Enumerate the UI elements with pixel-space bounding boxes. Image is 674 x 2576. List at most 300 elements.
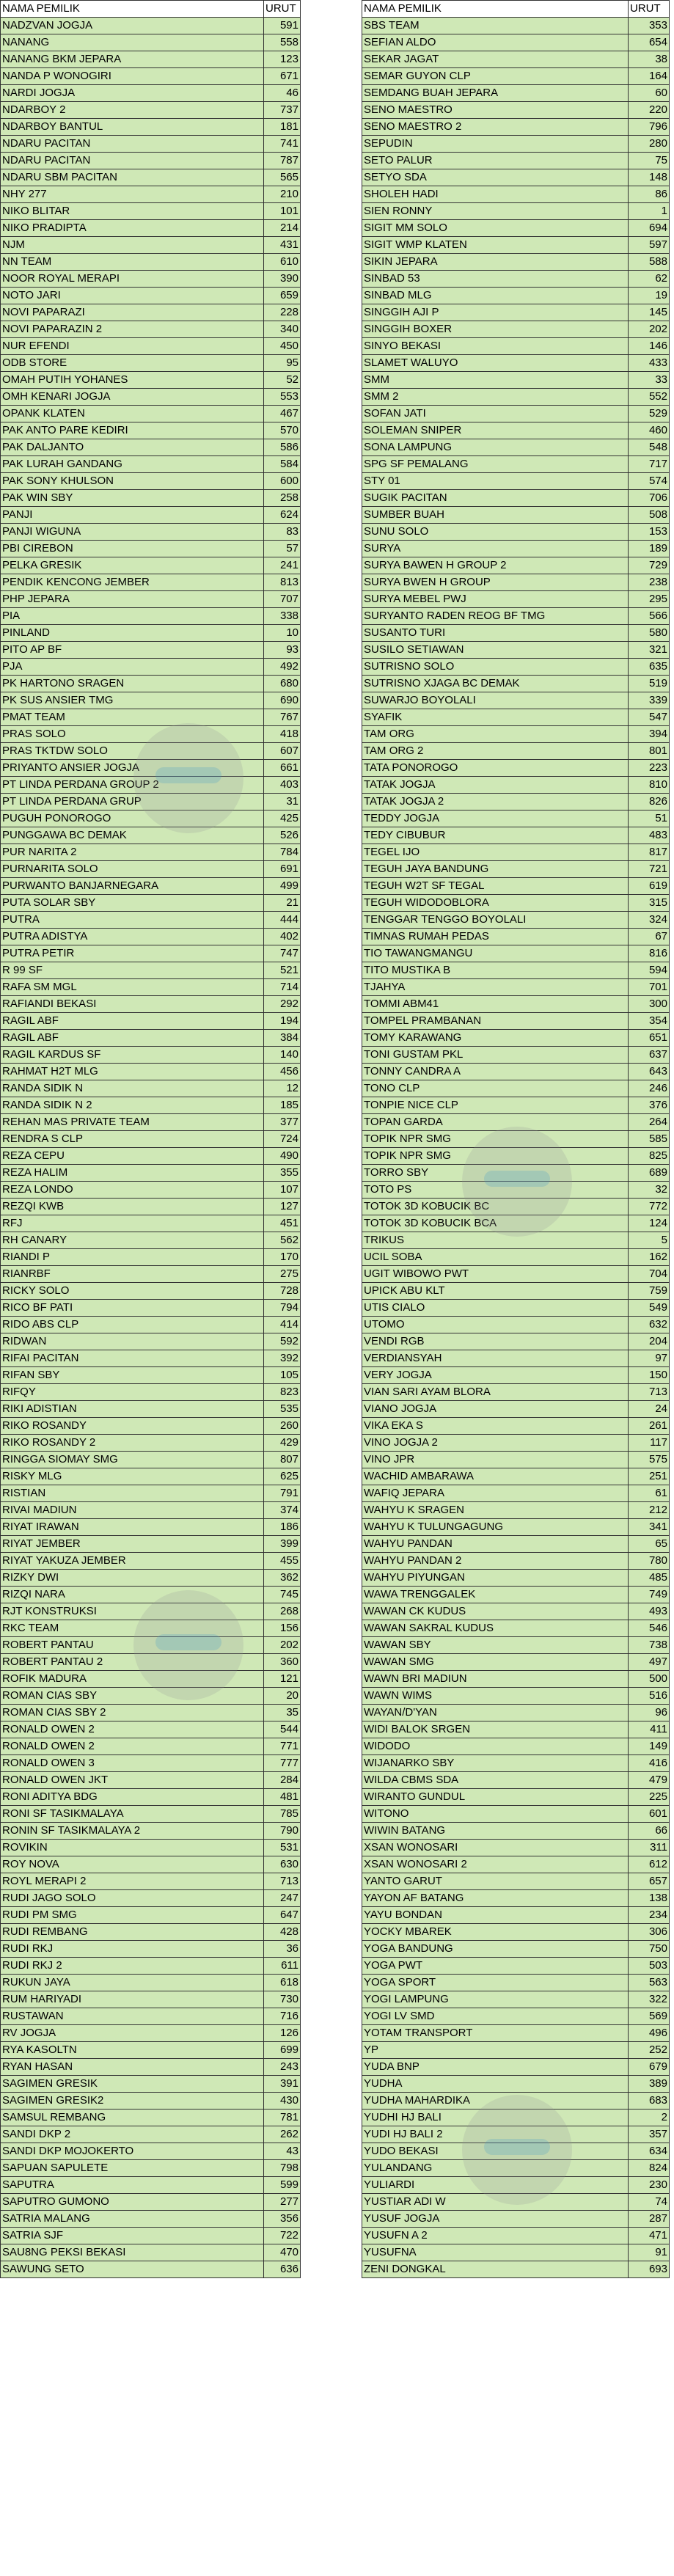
owner-name-cell: PJA bbox=[1, 659, 264, 676]
table-row bbox=[1, 389, 301, 406]
owner-name-cell: NOVI PAPARAZI bbox=[1, 304, 264, 321]
table-row bbox=[1, 1199, 301, 1215]
owner-name-cell: TATAK JOGJA bbox=[362, 777, 629, 794]
owner-name-cell: RONI ADITYA BDG bbox=[1, 1789, 264, 1806]
table-row bbox=[1, 878, 301, 895]
table-row bbox=[1, 1620, 301, 1637]
order-number-cell: 300 bbox=[629, 996, 670, 1013]
table-row bbox=[362, 473, 670, 490]
order-number-cell: 433 bbox=[629, 355, 670, 372]
owner-name-cell: WAHYU PIYUNGAN bbox=[362, 1570, 629, 1587]
owner-name-cell: SETYO SDA bbox=[362, 169, 629, 186]
table-row bbox=[1, 777, 301, 794]
order-number-cell: 785 bbox=[264, 1806, 301, 1823]
owner-name-cell: TAM ORG 2 bbox=[362, 743, 629, 760]
table-row bbox=[362, 51, 670, 68]
order-number-cell: 1 bbox=[629, 203, 670, 220]
order-number-cell: 238 bbox=[629, 574, 670, 591]
order-number-cell: 145 bbox=[629, 304, 670, 321]
table-row bbox=[1, 321, 301, 338]
order-number-cell: 101 bbox=[264, 203, 301, 220]
order-number-cell: 470 bbox=[264, 2244, 301, 2261]
table-row bbox=[362, 574, 670, 591]
order-number-cell: 181 bbox=[264, 119, 301, 136]
table-row bbox=[362, 2008, 670, 2025]
order-number-cell: 210 bbox=[264, 186, 301, 203]
table-row bbox=[362, 1873, 670, 1890]
table-row bbox=[1, 1671, 301, 1688]
table-row bbox=[362, 1350, 670, 1367]
owner-name-cell: UGIT WIBOWO PWT bbox=[362, 1266, 629, 1283]
table-row bbox=[1, 1182, 301, 1199]
table-row bbox=[1, 659, 301, 676]
owner-name-cell: SINGGIH AJI P bbox=[362, 304, 629, 321]
order-number-cell: 467 bbox=[264, 406, 301, 422]
table-row bbox=[1, 524, 301, 541]
owner-name-cell: OPANK KLATEN bbox=[1, 406, 264, 422]
order-number-cell: 575 bbox=[629, 1452, 670, 1468]
order-number-cell: 431 bbox=[264, 237, 301, 254]
order-number-cell: 479 bbox=[629, 1772, 670, 1789]
owner-name-cell: WITONO bbox=[362, 1806, 629, 1823]
table-row bbox=[1, 1755, 301, 1772]
table-row bbox=[362, 1047, 670, 1064]
order-number-cell: 781 bbox=[264, 2110, 301, 2126]
order-number-cell: 825 bbox=[629, 1148, 670, 1165]
owner-name-cell: YUDHA MAHARDIKA bbox=[362, 2093, 629, 2110]
owner-name-cell: OMAH PUTIH YOHANES bbox=[1, 372, 264, 389]
owner-name-cell: RUDI PM SMG bbox=[1, 1907, 264, 1924]
order-number-cell: 519 bbox=[629, 676, 670, 692]
order-number-cell: 787 bbox=[264, 153, 301, 169]
order-number-cell: 189 bbox=[629, 541, 670, 557]
owner-name-cell: YULIARDI bbox=[362, 2177, 629, 2194]
owner-name-cell: RIYAT IRAWAN bbox=[1, 1519, 264, 1536]
owner-name-cell: RONALD OWEN 2 bbox=[1, 1721, 264, 1738]
order-number-cell: 247 bbox=[264, 1890, 301, 1907]
order-number-cell: 588 bbox=[629, 254, 670, 271]
owner-name-cell: WAWAN SBY bbox=[362, 1637, 629, 1654]
table-row bbox=[362, 625, 670, 642]
table-row bbox=[1, 811, 301, 827]
table-row bbox=[362, 2059, 670, 2076]
order-number-cell: 569 bbox=[629, 2008, 670, 2025]
table-row bbox=[1, 271, 301, 288]
table-row bbox=[1, 2160, 301, 2177]
order-number-cell: 83 bbox=[264, 524, 301, 541]
order-number-cell: 580 bbox=[629, 625, 670, 642]
owner-name-cell: TEGUH JAYA BANDUNG bbox=[362, 861, 629, 878]
table-row bbox=[362, 2093, 670, 2110]
owner-name-cell: RIZQI NARA bbox=[1, 1587, 264, 1603]
order-number-cell: 565 bbox=[264, 169, 301, 186]
table-row bbox=[362, 1283, 670, 1300]
owner-name-cell: YOGA SPORT bbox=[362, 1975, 629, 1991]
owner-name-cell: SATRIA SJF bbox=[1, 2228, 264, 2244]
table-row bbox=[1, 1705, 301, 1721]
owner-name-cell: RAGIL ABF bbox=[1, 1013, 264, 1030]
owner-name-cell: SUWARJO BOYOLALI bbox=[362, 692, 629, 709]
owner-name-cell: RANDA SIDIK N 2 bbox=[1, 1097, 264, 1114]
order-number-cell: 791 bbox=[264, 1485, 301, 1502]
order-number-cell: 260 bbox=[264, 1418, 301, 1435]
table-row bbox=[1, 2076, 301, 2093]
table-row bbox=[1, 68, 301, 85]
order-number-cell: 19 bbox=[629, 288, 670, 304]
order-number-cell: 61 bbox=[629, 1485, 670, 1502]
owner-name-cell: RONALD OWEN 3 bbox=[1, 1755, 264, 1772]
owner-name-cell: TEGUH W2T SF TEGAL bbox=[362, 878, 629, 895]
owner-name-cell: YANTO GARUT bbox=[362, 1873, 629, 1890]
owner-name-cell: SEMAR GUYON CLP bbox=[362, 68, 629, 85]
table-row bbox=[1, 186, 301, 203]
order-number-cell: 186 bbox=[264, 1519, 301, 1536]
order-number-cell: 485 bbox=[629, 1570, 670, 1587]
table-row bbox=[362, 2143, 670, 2160]
order-number-cell: 671 bbox=[264, 68, 301, 85]
order-number-cell: 637 bbox=[629, 1047, 670, 1064]
owner-name-cell: TONNY CANDRA A bbox=[362, 1064, 629, 1080]
owner-name-cell: REZQI KWB bbox=[1, 1199, 264, 1215]
table-row bbox=[362, 1840, 670, 1856]
table-row bbox=[362, 1620, 670, 1637]
table-row bbox=[1, 996, 301, 1013]
table-row bbox=[362, 591, 670, 608]
owner-name-cell: RIKI ADISTIAN bbox=[1, 1401, 264, 1418]
owner-name-cell: REZA CEPU bbox=[1, 1148, 264, 1165]
order-number-cell: 390 bbox=[264, 271, 301, 288]
owner-name-cell: SUNU SOLO bbox=[362, 524, 629, 541]
owner-name-cell: RUM HARIYADI bbox=[1, 1991, 264, 2008]
owner-name-cell: NN TEAM bbox=[1, 254, 264, 271]
owner-name-cell: TATAK JOGJA 2 bbox=[362, 794, 629, 811]
owner-name-cell: YP bbox=[362, 2042, 629, 2059]
order-number-cell: 148 bbox=[629, 169, 670, 186]
table-row bbox=[362, 456, 670, 473]
order-number-cell: 295 bbox=[629, 591, 670, 608]
order-number-cell: 737 bbox=[264, 102, 301, 119]
order-number-cell: 601 bbox=[629, 1806, 670, 1823]
table-row bbox=[362, 1232, 670, 1249]
owner-name-cell: NOVI PAPARAZIN 2 bbox=[1, 321, 264, 338]
order-number-cell: 611 bbox=[264, 1958, 301, 1975]
owner-name-cell: TOPAN GARDA bbox=[362, 1114, 629, 1131]
owner-name-cell: WIDI BALOK SRGEN bbox=[362, 1721, 629, 1738]
order-number-cell: 592 bbox=[264, 1333, 301, 1350]
order-number-cell: 521 bbox=[264, 962, 301, 979]
table-row bbox=[362, 1924, 670, 1941]
order-number-cell: 767 bbox=[264, 709, 301, 726]
owner-name-cell: RONALD OWEN 2 bbox=[1, 1738, 264, 1755]
owner-name-cell: VENDI RGB bbox=[362, 1333, 629, 1350]
owner-name-cell: SAGIMEN GRESIK2 bbox=[1, 2093, 264, 2110]
table-row bbox=[1, 102, 301, 119]
owner-name-cell: RIFAI PACITAN bbox=[1, 1350, 264, 1367]
owner-name-cell: SEKAR JAGAT bbox=[362, 51, 629, 68]
owner-name-cell: SOFAN JATI bbox=[362, 406, 629, 422]
order-number-cell: 704 bbox=[629, 1266, 670, 1283]
order-number-cell: 585 bbox=[629, 1131, 670, 1148]
owner-name-cell: RIYAT JEMBER bbox=[1, 1536, 264, 1553]
table-row bbox=[1, 1114, 301, 1131]
table-row bbox=[1, 1317, 301, 1333]
owner-name-cell: SINYO BEKASI bbox=[362, 338, 629, 355]
owner-name-cell: TEGEL IJO bbox=[362, 844, 629, 861]
header-row bbox=[1, 1, 301, 18]
order-number-cell: 549 bbox=[629, 1300, 670, 1317]
order-number-cell: 212 bbox=[629, 1502, 670, 1519]
order-number-cell: 355 bbox=[264, 1165, 301, 1182]
owner-name-cell: VIKA EKA S bbox=[362, 1418, 629, 1435]
table-row bbox=[362, 2025, 670, 2042]
owner-name-cell: WAHYU K TULUNGAGUNG bbox=[362, 1519, 629, 1536]
owner-name-cell: RIANRBF bbox=[1, 1266, 264, 1283]
table-row bbox=[1, 692, 301, 709]
order-number-cell: 594 bbox=[629, 962, 670, 979]
owner-name-cell: PRAS SOLO bbox=[1, 726, 264, 743]
order-number-cell: 553 bbox=[264, 389, 301, 406]
owner-name-cell: PUTA SOLAR SBY bbox=[1, 895, 264, 912]
order-number-cell: 707 bbox=[264, 591, 301, 608]
order-number-cell: 75 bbox=[629, 153, 670, 169]
table-row bbox=[1, 1283, 301, 1300]
owner-name-cell: TOMY KARAWANG bbox=[362, 1030, 629, 1047]
owner-name-cell: RAHMAT H2T MLG bbox=[1, 1064, 264, 1080]
table-row bbox=[362, 1637, 670, 1654]
owner-name-cell: WACHID AMBARAWA bbox=[362, 1468, 629, 1485]
order-number-cell: 384 bbox=[264, 1030, 301, 1047]
owner-name-cell: SAPUTRA bbox=[1, 2177, 264, 2194]
table-row bbox=[1, 1890, 301, 1907]
order-number-cell: 65 bbox=[629, 1536, 670, 1553]
owner-name-cell: SEPUDIN bbox=[362, 136, 629, 153]
owner-name-cell: SIKIN JEPARA bbox=[362, 254, 629, 271]
table-row bbox=[362, 979, 670, 996]
order-number-cell: 796 bbox=[629, 119, 670, 136]
owner-name-cell: ODB STORE bbox=[1, 355, 264, 372]
table-row bbox=[362, 186, 670, 203]
owner-name-cell: SEFIAN ALDO bbox=[362, 34, 629, 51]
table-row bbox=[1, 406, 301, 422]
order-number-cell: 127 bbox=[264, 1199, 301, 1215]
table-row bbox=[1, 34, 301, 51]
order-number-cell: 657 bbox=[629, 1873, 670, 1890]
owner-name-cell: ROBERT PANTAU 2 bbox=[1, 1654, 264, 1671]
table-row bbox=[1, 473, 301, 490]
table-row bbox=[1, 1536, 301, 1553]
table-row bbox=[362, 912, 670, 929]
owner-name-cell: NIKO BLITAR bbox=[1, 203, 264, 220]
table-row bbox=[362, 557, 670, 574]
table-row bbox=[1, 1789, 301, 1806]
order-number-cell: 794 bbox=[264, 1300, 301, 1317]
owner-name-cell: WAHYU K SRAGEN bbox=[362, 1502, 629, 1519]
order-number-cell: 600 bbox=[264, 473, 301, 490]
owner-name-cell: R 99 SF bbox=[1, 962, 264, 979]
table-row bbox=[1, 1587, 301, 1603]
order-number-cell: 496 bbox=[629, 2025, 670, 2042]
table-row bbox=[1, 2059, 301, 2076]
table-row bbox=[1, 625, 301, 642]
owner-name-cell: ROMAN CIAS SBY 2 bbox=[1, 1705, 264, 1721]
owner-name-cell: SHOLEH HADI bbox=[362, 186, 629, 203]
order-number-cell: 357 bbox=[629, 2126, 670, 2143]
order-number-cell: 643 bbox=[629, 1064, 670, 1080]
owner-name-cell: TITO MUSTIKA B bbox=[362, 962, 629, 979]
table-row bbox=[1, 1958, 301, 1975]
owner-name-cell: VERY JOGJA bbox=[362, 1367, 629, 1384]
table-row bbox=[1, 1047, 301, 1064]
order-number-cell: 599 bbox=[264, 2177, 301, 2194]
owner-name-cell: WIDODO bbox=[362, 1738, 629, 1755]
order-number-cell: 268 bbox=[264, 1603, 301, 1620]
table-row bbox=[1, 355, 301, 372]
owner-name-cell: SAMSUL REMBANG bbox=[1, 2110, 264, 2126]
owner-name-cell: RAFIANDI BEKASI bbox=[1, 996, 264, 1013]
owner-name-cell: YUDI HJ BALI 2 bbox=[362, 2126, 629, 2143]
order-number-cell: 679 bbox=[629, 2059, 670, 2076]
table-row bbox=[362, 406, 670, 422]
table-row bbox=[1, 895, 301, 912]
order-number-cell: 230 bbox=[629, 2177, 670, 2194]
owner-name-cell: TRIKUS bbox=[362, 1232, 629, 1249]
order-number-cell: 376 bbox=[629, 1097, 670, 1114]
owner-name-cell: TONO CLP bbox=[362, 1080, 629, 1097]
order-number-cell: 126 bbox=[264, 2025, 301, 2042]
owner-name-cell: RIDWAN bbox=[1, 1333, 264, 1350]
owner-name-cell: PUNGGAWA BC DEMAK bbox=[1, 827, 264, 844]
order-number-cell: 10 bbox=[264, 625, 301, 642]
table-row bbox=[1, 1401, 301, 1418]
table-row bbox=[1, 1688, 301, 1705]
table-row bbox=[1, 1384, 301, 1401]
table-row bbox=[362, 676, 670, 692]
order-number-cell: 618 bbox=[264, 1975, 301, 1991]
order-number-cell: 74 bbox=[629, 2194, 670, 2211]
table-row bbox=[1, 490, 301, 507]
table-row bbox=[1, 1249, 301, 1266]
order-number-cell: 630 bbox=[264, 1856, 301, 1873]
owner-name-cell: RKC TEAM bbox=[1, 1620, 264, 1637]
order-number-cell: 450 bbox=[264, 338, 301, 355]
owner-name-cell: SBS TEAM bbox=[362, 18, 629, 34]
owner-name-cell: YUDA BNP bbox=[362, 2059, 629, 2076]
table-row bbox=[1, 2042, 301, 2059]
table-row bbox=[1, 1468, 301, 1485]
table-row bbox=[1, 136, 301, 153]
order-number-cell: 340 bbox=[264, 321, 301, 338]
table-row bbox=[1, 1266, 301, 1283]
order-number-cell: 66 bbox=[629, 1823, 670, 1840]
owner-name-cell: SUSILO SETIAWAN bbox=[362, 642, 629, 659]
table-row bbox=[1, 507, 301, 524]
table-row bbox=[1, 1806, 301, 1823]
owner-name-cell: PMAT TEAM bbox=[1, 709, 264, 726]
table-row bbox=[1, 2244, 301, 2261]
table-row bbox=[362, 1941, 670, 1958]
owner-name-cell: SURYA BWEN H GROUP bbox=[362, 574, 629, 591]
order-number-cell: 717 bbox=[629, 456, 670, 473]
order-number-cell: 164 bbox=[629, 68, 670, 85]
owner-name-cell: YUSUF JOGJA bbox=[362, 2211, 629, 2228]
order-number-cell: 691 bbox=[264, 861, 301, 878]
owner-name-cell: NDARBOY BANTUL bbox=[1, 119, 264, 136]
order-number-cell: 140 bbox=[264, 1047, 301, 1064]
order-number-cell: 57 bbox=[264, 541, 301, 557]
table-row bbox=[1, 1823, 301, 1840]
order-number-cell: 429 bbox=[264, 1435, 301, 1452]
owner-name-cell: YOGI LV SMD bbox=[362, 2008, 629, 2025]
owner-name-cell: SAPUAN SAPULETE bbox=[1, 2160, 264, 2177]
owner-name-cell: RIFAN SBY bbox=[1, 1367, 264, 1384]
order-number-cell: 635 bbox=[629, 659, 670, 676]
table-row bbox=[362, 895, 670, 912]
owner-name-cell: RUDI RKJ bbox=[1, 1941, 264, 1958]
owner-name-cell: RONALD OWEN JKT bbox=[1, 1772, 264, 1789]
table-row bbox=[362, 1097, 670, 1114]
owner-name-cell: YOGI LAMPUNG bbox=[362, 1991, 629, 2008]
table-row bbox=[1, 439, 301, 456]
table-row bbox=[362, 1823, 670, 1840]
owner-name-cell: SIEN RONNY bbox=[362, 203, 629, 220]
owner-name-cell: TOTOK 3D KOBUCIK BC bbox=[362, 1199, 629, 1215]
table-row bbox=[1, 1064, 301, 1080]
table-row bbox=[362, 2228, 670, 2244]
order-number-cell: 612 bbox=[629, 1856, 670, 1873]
table-row bbox=[362, 1856, 670, 1873]
owner-name-cell: PUTRA bbox=[1, 912, 264, 929]
table-row bbox=[1, 709, 301, 726]
owner-name-cell: RAGIL ABF bbox=[1, 1030, 264, 1047]
owner-name-cell: TOMPEL PRAMBANAN bbox=[362, 1013, 629, 1030]
owner-name-cell: WIRANTO GUNDUL bbox=[362, 1789, 629, 1806]
table-row bbox=[1, 85, 301, 102]
owner-name-cell: RFJ bbox=[1, 1215, 264, 1232]
owner-name-cell: NDARU PACITAN bbox=[1, 136, 264, 153]
order-number-cell: 394 bbox=[629, 726, 670, 743]
order-number-cell: 730 bbox=[264, 1991, 301, 2008]
table-row bbox=[362, 524, 670, 541]
order-number-cell: 444 bbox=[264, 912, 301, 929]
owner-name-cell: PANJI WIGUNA bbox=[1, 524, 264, 541]
table-row bbox=[362, 1064, 670, 1080]
table-row bbox=[362, 1384, 670, 1401]
order-number-cell: 60 bbox=[629, 85, 670, 102]
order-number-cell: 138 bbox=[629, 1890, 670, 1907]
order-number-cell: 202 bbox=[629, 321, 670, 338]
table-row bbox=[362, 1536, 670, 1553]
table-row bbox=[362, 2177, 670, 2194]
table-row bbox=[362, 861, 670, 878]
owner-name-cell: PAK ANTO PARE KEDIRI bbox=[1, 422, 264, 439]
table-row bbox=[362, 372, 670, 389]
order-number-cell: 771 bbox=[264, 1738, 301, 1755]
order-number-cell: 93 bbox=[264, 642, 301, 659]
owner-name-cell: TIMNAS RUMAH PEDAS bbox=[362, 929, 629, 945]
order-number-cell: 531 bbox=[264, 1840, 301, 1856]
table-row bbox=[362, 709, 670, 726]
owner-name-cell: RIDO ABS CLP bbox=[1, 1317, 264, 1333]
table-row bbox=[1, 1502, 301, 1519]
table-row bbox=[1, 2025, 301, 2042]
owner-name-cell: RENDRA S CLP bbox=[1, 1131, 264, 1148]
owner-name-cell: PAK SONY KHULSON bbox=[1, 473, 264, 490]
owner-name-cell: TAM ORG bbox=[362, 726, 629, 743]
order-number-cell: 607 bbox=[264, 743, 301, 760]
table-row bbox=[362, 254, 670, 271]
owner-name-cell: YUSTIAR ADI W bbox=[362, 2194, 629, 2211]
table-row bbox=[1, 119, 301, 136]
